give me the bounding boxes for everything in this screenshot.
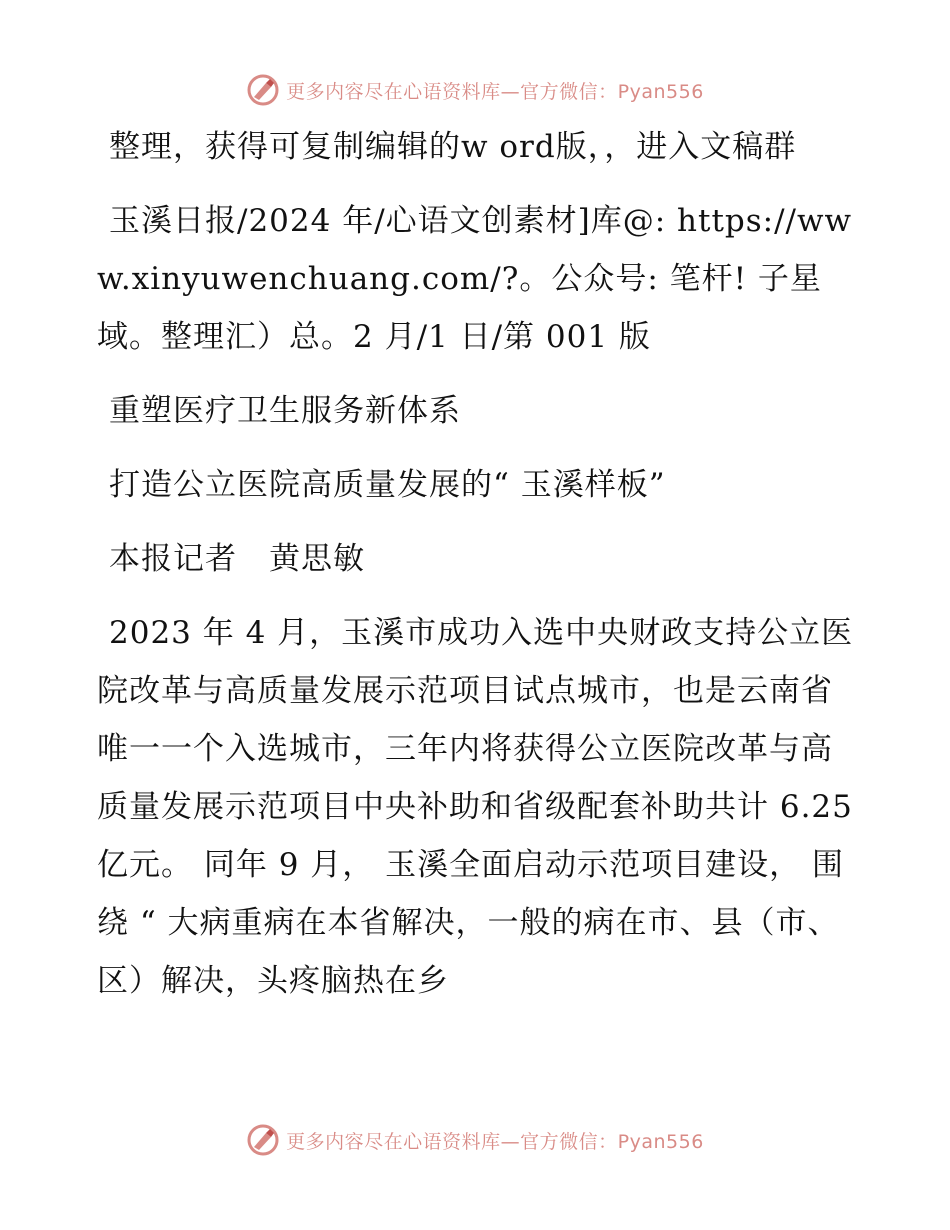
header-watermark-banner: [0, 70, 950, 110]
footer-watermark-banner: [0, 1120, 950, 1160]
article-byline: 本报记者 黄思敏: [109, 541, 365, 577]
header-watermark-text: 更多内容尽在心语资料库—官方微信：Pyan556: [286, 80, 704, 103]
article-body-paragraph: 2023 年 4 月，玉溪市成功入选中央财政支持公立医院改革与高质量发展示范项目试点城市，也是云南省唯一一个入选城市，三年内将获得公立医院改革与高质量发展示范项目中央补助和省级配套补助共计 6.25 亿元。 同年 9 月， 玉溪全面启动示范项目建设， 围绕 “ 大病重病在本省解决，一般的病在市、县（市、区）解决，头疼脑热在乡: [97, 615, 854, 999]
paragraph-intro: 整理，获得可复制编辑的w ord版，，进入文稿群: [109, 129, 797, 165]
article-subheadline: 打造公立医院高质量发展的“ 玉溪样板”: [109, 467, 666, 503]
paragraph-source: 玉溪日报/2024 年/心语文创素材]库@: https://www.xinyuwenchuang.com/?。公众号: 笔杆! 子星域。整理汇）总。2 月/1 日/第 001 版: [97, 203, 853, 355]
article-headline: 重塑医疗卫生服务新体系: [109, 393, 461, 429]
footer-watermark-text: 更多内容尽在心语资料库—官方微信：Pyan556: [286, 1130, 704, 1153]
brush-logo-icon: [246, 73, 280, 107]
brush-logo-icon: [246, 1123, 280, 1157]
document-body: [97, 118, 857, 1010]
